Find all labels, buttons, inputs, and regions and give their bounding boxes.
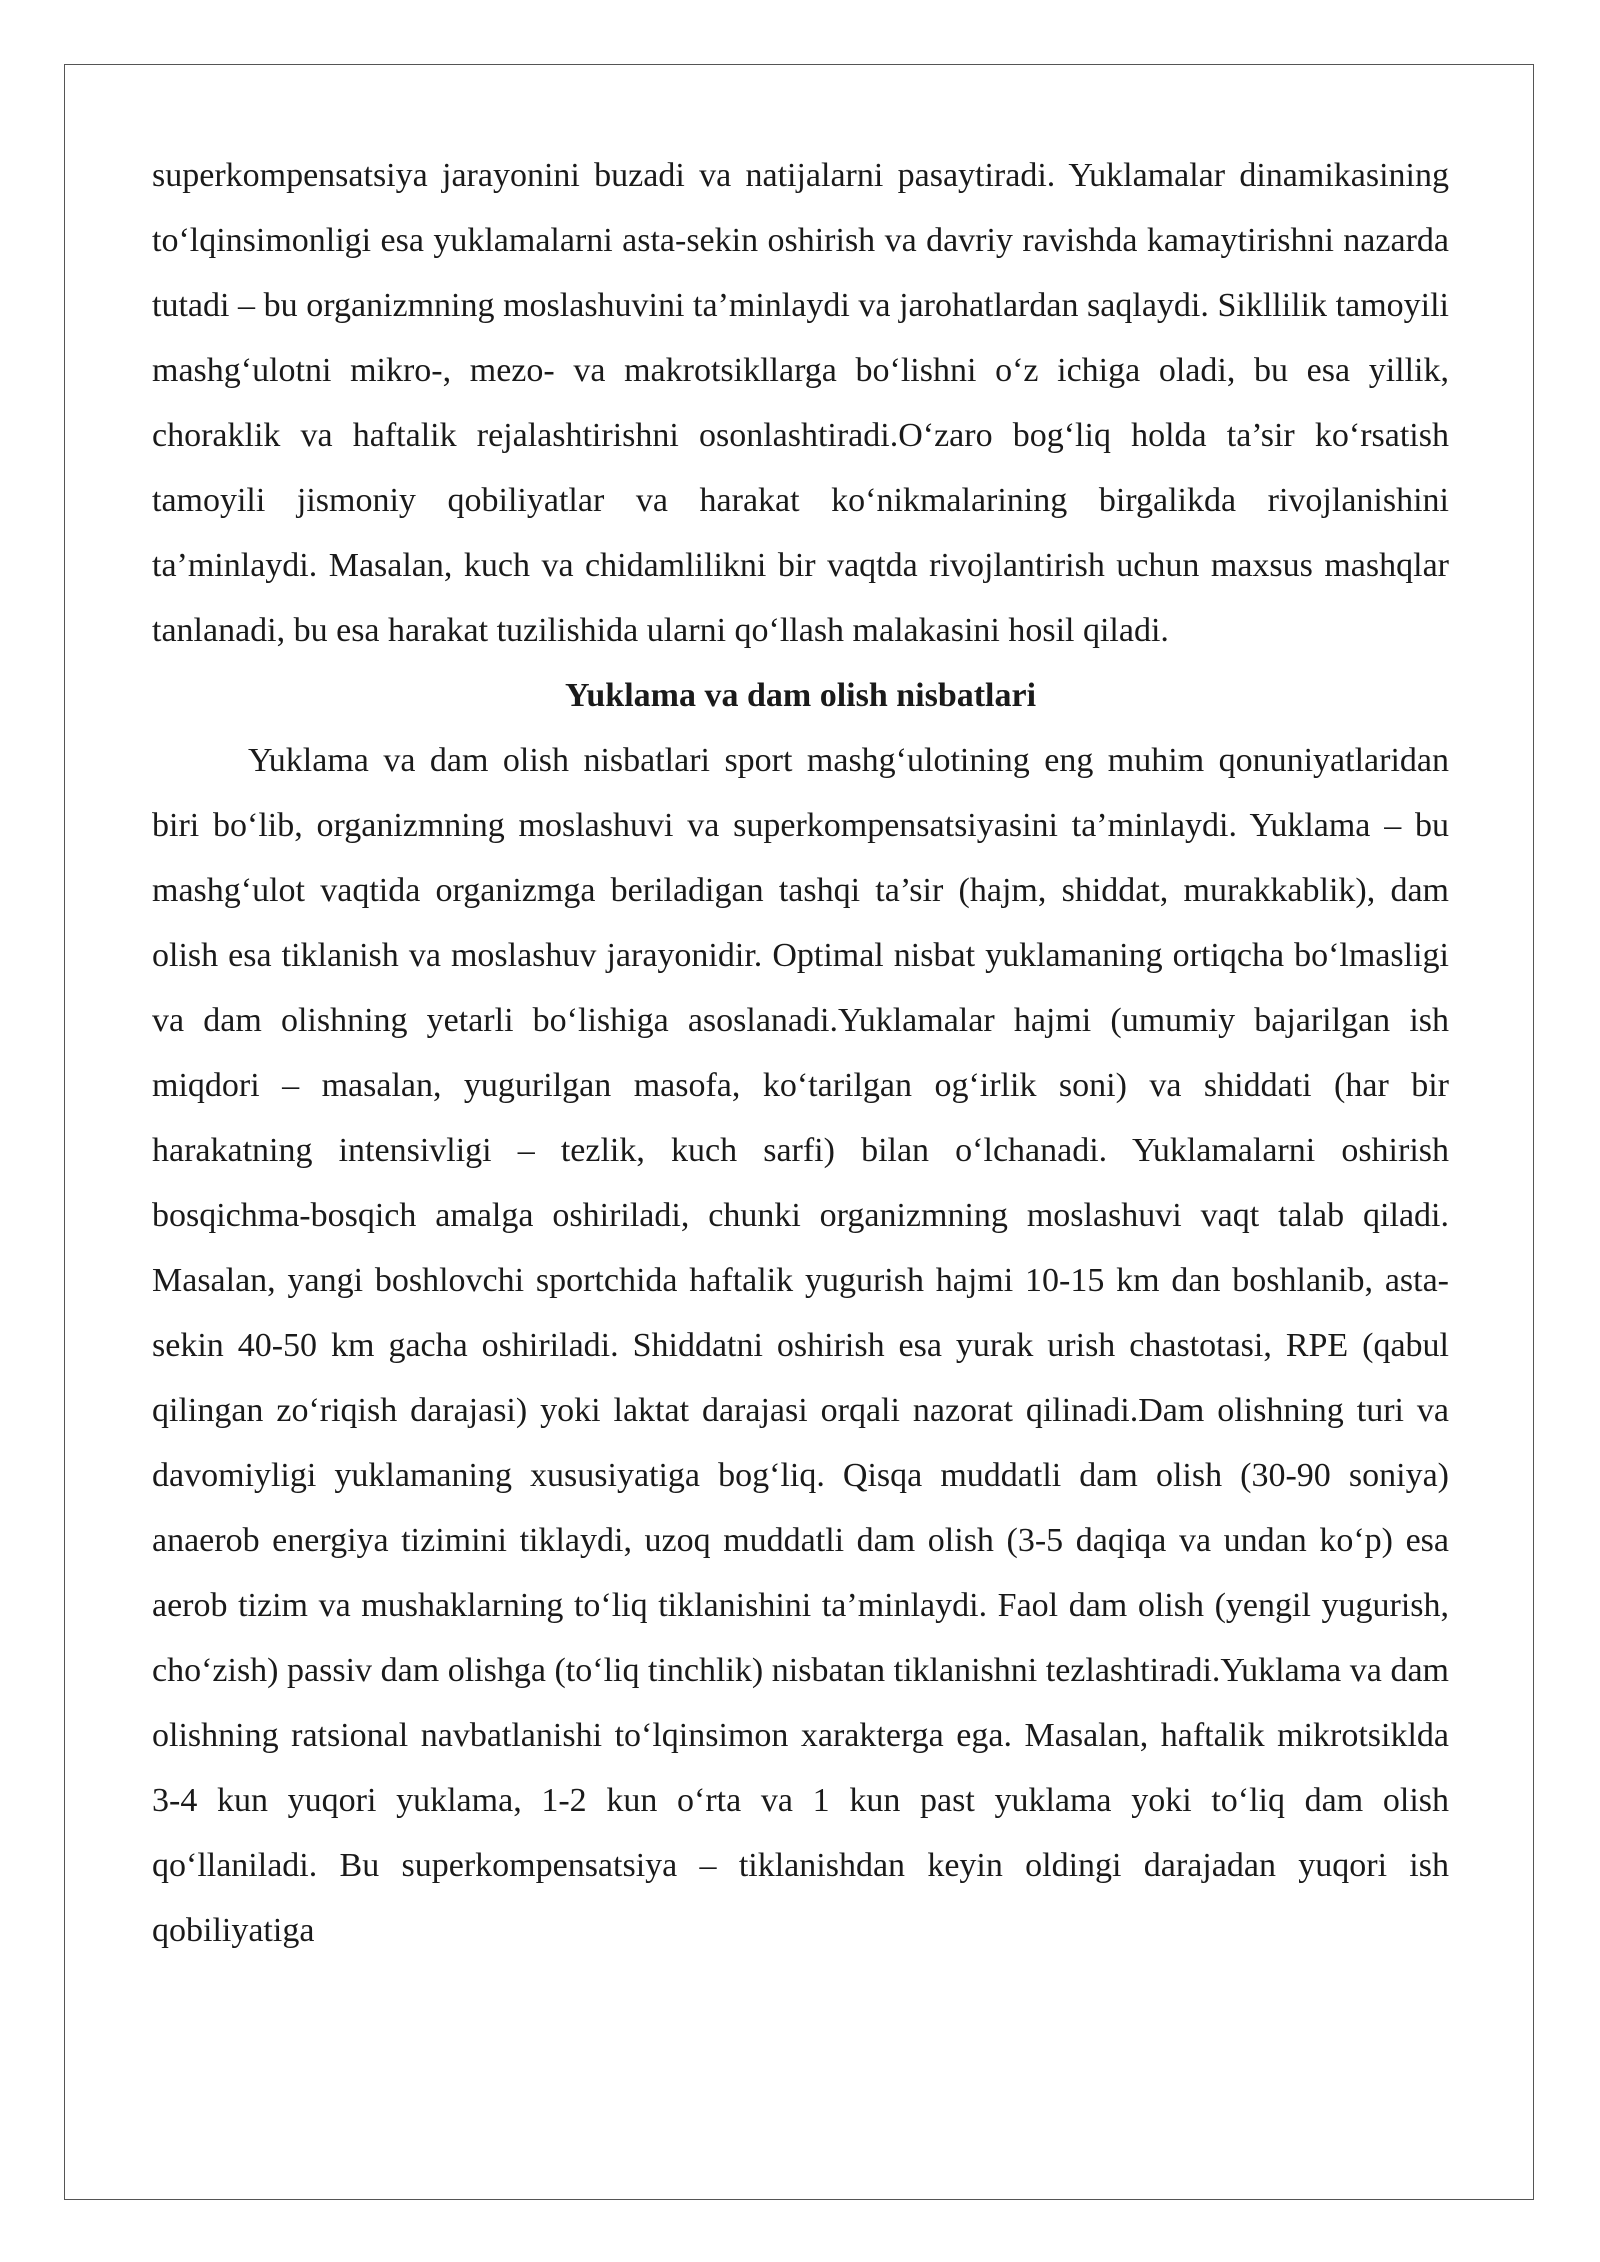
paragraph-continued: superkompensatsiya jarayonini buzadi va natijalarni pasaytiradi. Yuklamalar dinamikasining to‘lqinsimonligi esa yuklamalarni asta-sekin oshirish va davriy ravishda kamaytirishni nazarda tutadi – bu organizmning moslashuvini ta’minlaydi va jarohatlardan saqlaydi. Sikllilik tamoyili mashg‘ulotni mikro-, mezo- va makrotsikllarga bo‘lishni o‘z ichiga oladi, bu esa yillik, choraklik va haftalik rejalashtirishni osonlashtiradi.O‘zaro bog‘liq holda ta’sir ko‘rsatish tamoyili jismoniy qobiliyatlar va harakat ko‘nikmalarining birgalikda rivojlanishini ta’minlaydi. Masalan, kuch va chidamlilikni bir vaqtda rivojlantirish uchun maxsus mashqlar tanlanadi, bu esa harakat tuzilishida ularni qo‘llash malakasini hosil qiladi. bbox=[152, 157, 1449, 649]
section-heading: Yuklama va dam olish nisbatlari bbox=[564, 677, 1037, 714]
document-body bbox=[152, 143, 1449, 1963]
paragraph-load-rest: Yuklama va dam olish nisbatlari sport mashg‘ulotining eng muhim qonuniyatlaridan biri bo‘lib, organizmning moslashuvi va superkompensatsiyasini ta’minlaydi. Yuklama – bu mashg‘ulot vaqtida organizmga beriladigan tashqi ta’sir (hajm, shiddat, murakkablik), dam olish esa tiklanish va moslashuv jarayonidir. Optimal nisbat yuklamaning ortiqcha bo‘lmasligi va dam olishning yetarli bo‘lishiga asoslanadi.Yuklamalar hajmi (umumiy bajarilgan ish miqdori – masalan, yugurilgan masofa, ko‘tarilgan og‘irlik soni) va shiddati (har bir harakatning intensivligi – tezlik, kuch sarfi) bilan o‘lchanadi. Yuklamalarni oshirish bosqichma-bosqich amalga oshiriladi, chunki organizmning moslashuvi vaqt talab qiladi. Masalan, yangi boshlovchi sportchida haftalik yugurish hajmi 10-15 km dan boshlanib, asta-sekin 40-50 km gacha oshiriladi. Shiddatni oshirish esa yurak urish chastotasi, RPE (qabul qilingan zo‘riqish darajasi) yoki laktat darajasi orqali nazorat qilinadi.Dam olishning turi va davomiyligi yuklamaning xususiyatiga bog‘liq. Qisqa muddatli dam olish (30-90 soniya) anaerob energiya tizimini tiklaydi, uzoq muddatli dam olish (3-5 daqiqa va undan ko‘p) esa aerob tizim va mushaklarning to‘liq tiklanishini ta’minlaydi. Faol dam olish (yengil yugurish, cho‘zish) passiv dam olishga (to‘liq tinchlik) nisbatan tiklanishni tezlashtiradi.Yuklama va dam olishning ratsional navbatlanishi to‘lqinsimon xarakterga ega. Masalan, haftalik mikrotsiklda 3-4 kun yuqori yuklama, 1-2 kun o‘rta va 1 kun past yuklama yoki to‘liq dam olish qo‘llaniladi. Bu superkompensatsiya – tiklanishdan keyin oldingi darajadan yuqori ish qobiliyatiga bbox=[152, 742, 1449, 1949]
